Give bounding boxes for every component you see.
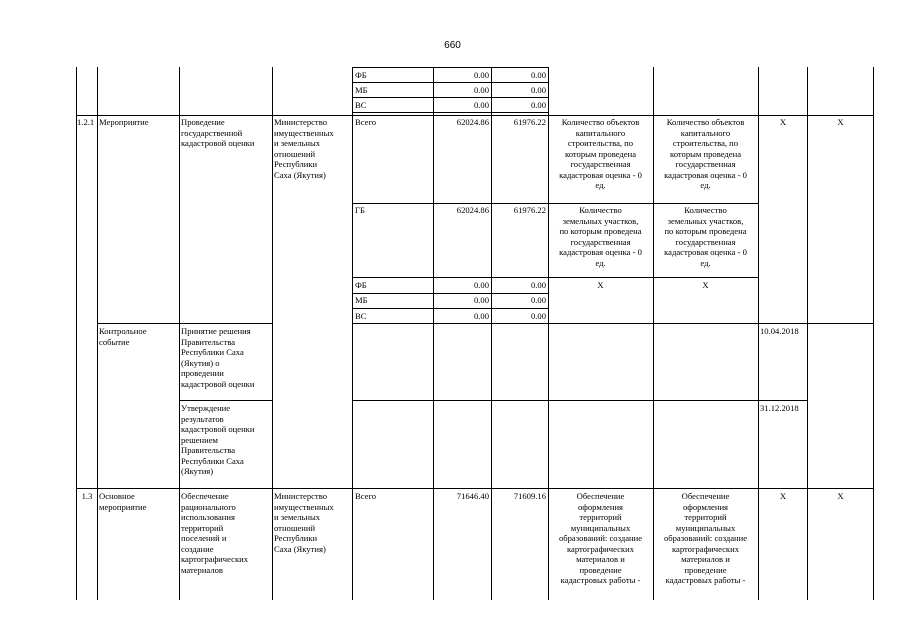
cell-value: 0.00 [530, 280, 546, 290]
cell-source: Всего [355, 491, 377, 501]
indicator-text: Количество земельных участков, по которым проведена государственная кадастровая оценка - 0 ед. [664, 205, 747, 268]
row-line [352, 293, 548, 294]
cell-source: ФБ [355, 70, 367, 80]
indicator-text: Количество земельных участков, по которым проведена государственная кадастровая оценка - 0 ед. [559, 205, 642, 268]
item-number: 1.3 [81, 491, 93, 501]
item-type: Мероприятие [99, 117, 149, 127]
cell-value: 0.00 [530, 85, 546, 95]
row-line [179, 400, 272, 401]
cell-source: ВС [355, 311, 367, 321]
item-executor: Министерство имущественных и земельных отношений Республики Саха (Якутия) [274, 117, 334, 180]
cell-value: 0.00 [530, 295, 546, 305]
cell-value: 0.00 [473, 70, 489, 80]
cell-source: ГБ [355, 205, 365, 215]
cell-value: 0.00 [473, 85, 489, 95]
cell-source: МБ [355, 85, 368, 95]
row-line [352, 203, 758, 204]
cell-value: 71646.40 [456, 491, 489, 501]
control-event-text: Утверждение результатов кадастровой оценки решением Правительства Республики Саха (Якутия) [181, 403, 255, 476]
x-mark: X [597, 280, 604, 290]
cell-value: 0.00 [473, 280, 489, 290]
cell-source: Всего [355, 117, 377, 127]
control-event-text: Принятие решения Правительства Республики Саха (Якутия) о проведении кадастровой оценки [181, 326, 255, 389]
x-mark: X [702, 280, 709, 290]
row-line [352, 323, 874, 324]
col-line [76, 67, 77, 600]
col-line [491, 67, 492, 600]
item-executor: Министерство имущественных и земельных отношений Республики Саха (Якутия) [274, 491, 334, 554]
cell-value: 0.00 [473, 295, 489, 305]
cell-value: 0.00 [530, 100, 546, 110]
cell-value: 62024.86 [456, 117, 489, 127]
x-mark: X [779, 117, 787, 127]
cell-value: 71609.16 [513, 491, 546, 501]
row-line [352, 308, 548, 309]
item-number: 1.2.1 [77, 117, 95, 127]
row-line [352, 67, 548, 68]
x-mark: X [837, 117, 844, 127]
cell-value: 0.00 [530, 70, 546, 80]
control-event-date: 10.04.2018 [760, 326, 799, 336]
cell-source: ФБ [355, 280, 367, 290]
row-line [352, 82, 548, 83]
row-line [97, 323, 272, 324]
cell-value: 0.00 [473, 311, 489, 321]
row-line [352, 97, 548, 98]
col-line [873, 67, 874, 600]
x-mark: X [837, 491, 844, 501]
control-event-date: 31.12.2018 [760, 403, 799, 413]
cell-value: 0.00 [473, 100, 489, 110]
x-mark: X [779, 491, 787, 501]
page-number: 660 [444, 40, 461, 51]
item-name: Проведение государственной кадастровой оценки [181, 117, 255, 148]
cell-value: 61976.22 [513, 205, 546, 215]
row-line [76, 115, 874, 116]
indicator-text: Обеспечение оформления территорий муниципальных образований: создание картографических материалов и проведение кадастровых работы - [663, 491, 748, 585]
control-event-label: Контрольное событие [99, 326, 147, 347]
row-line [352, 112, 548, 113]
cell-value: 0.00 [530, 311, 546, 321]
item-name: Обеспечение рационального использования территорий поселений и создание картографических материалов [181, 491, 249, 575]
indicator-text: Обеспечение оформления территорий муниципальных образований: создание картографических материалов и проведение кадастровых работы - [558, 491, 643, 585]
col-line [179, 67, 180, 600]
cell-source: МБ [355, 295, 368, 305]
row-line [76, 488, 874, 489]
indicator-text: Количество объектов капитального строительства, по которым проведена государственная кадастровая оценка - 0 ед. [664, 117, 747, 190]
col-line [97, 67, 98, 600]
cell-value: 61976.22 [513, 117, 546, 127]
row-line [352, 400, 808, 401]
cell-source: ВС [355, 100, 367, 110]
row-line [352, 277, 758, 278]
indicator-text: Количество объектов капитального строительства, по которым проведена государственная кадастровая оценка - 0 ед. [559, 117, 642, 190]
col-line [433, 67, 434, 600]
item-type: Основное мероприятие [99, 491, 147, 512]
cell-value: 62024.86 [456, 205, 489, 215]
